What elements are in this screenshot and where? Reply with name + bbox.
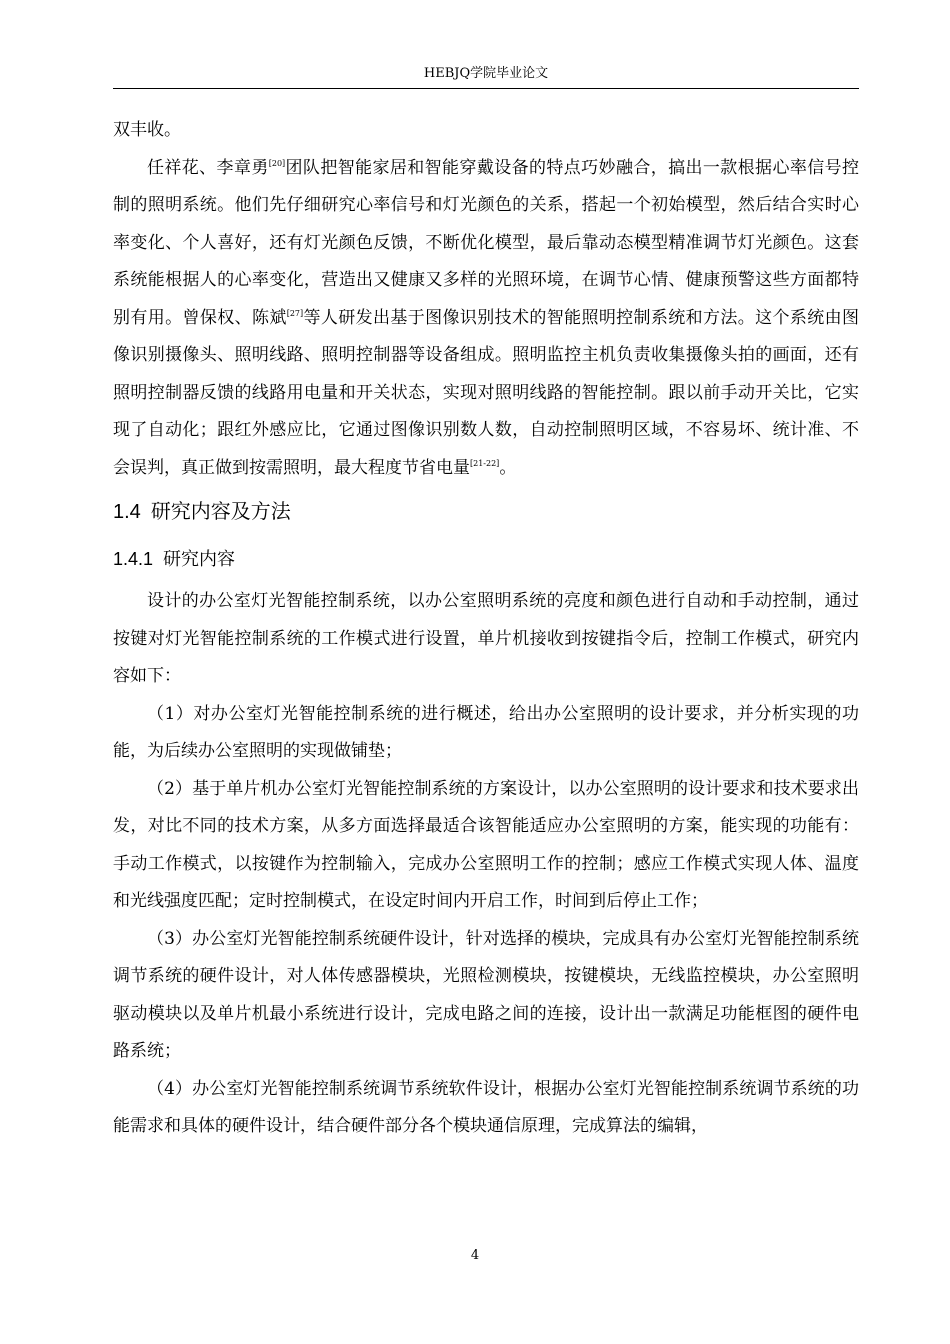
- list-item-3: （3）办公室灯光智能控制系统硬件设计，针对选择的模块，完成具有办公室灯光智能控制系统调节系统的硬件设计，对人体传感器模块，光照检测模块，按键模块，无线监控模块，办公室照明驱动模块以及单片机最小系统进行设计，完成电路之间的连接，设计出一款满足功能框图的硬件电路系统；: [113, 928, 859, 1061]
- section-title: 研究内容及方法: [150, 499, 291, 523]
- page-footer: [0, 1246, 950, 1266]
- subsection-title: 研究内容: [163, 549, 236, 570]
- section-number: 1.4: [113, 501, 141, 523]
- paragraph-text: 团队把智能家居和智能穿戴设备的特点巧妙融合，搞出一款根据心率信号控制的照明系统。他们先仔细研究心率信号和灯光颜色的关系，搭起一个初始模型，然后结合实时心率变化、个人喜好，还有灯光颜色反馈，不断优化模型，最后靠动态模型精准调节灯光颜色。这套系统能根据人的心率变化，营造出又健康又多样的光照环境，在调节心情、健康预警这些方面都特别有用。曾保权、陈斌: [113, 157, 860, 328]
- section-heading: [113, 491, 859, 532]
- paragraph-text: 任祥花、李章勇: [147, 157, 269, 178]
- paragraph-related-work: [113, 150, 859, 488]
- paragraph-text: 等人研发出基于图像识别技术的智能照明控制系统和方法。这个系统由图像识别摄像头、照明线路、照明控制器等设备组成。照明监控主机负责收集摄像头拍的画面，还有照明控制器反馈的线路用电量和开关状态，实现对照明线路的智能控制。跟以前手动开关比，它实现了自动化；跟红外感应比，它通过图像识别数人数，自动控制照明区域，不容易坏、统计准、不会误判，真正做到按需照明，最大程度节省电量: [113, 307, 860, 478]
- subsection-number: 1.4.1: [113, 549, 154, 569]
- page-number: 4: [470, 1248, 480, 1263]
- list-item-4: （4）办公室灯光智能控制系统调节系统软件设计，根据办公室灯光智能控制系统调节系统的功能需求和具体的硬件设计，结合硬件部分各个模块通信原理，完成算法的编辑，: [113, 1078, 859, 1136]
- paragraph-intro: 设计的办公室灯光智能控制系统，以办公室照明系统的亮度和颜色进行自动和手动控制，通过按键对灯光智能控制系统的工作模式进行设置，单片机接收到按键指令后，控制工作模式，研究内容如下：: [113, 591, 859, 686]
- header-title: HEBJQ学院毕业论文: [423, 66, 549, 81]
- page-content: [113, 112, 859, 1146]
- list-item-2: （2）基于单片机办公室灯光智能控制系统的方案设计，以办公室照明的设计要求和技术要求出发，对比不同的技术方案，从多方面选择最适合该智能适应办公室照明的方案，能实现的功能有：手动工作模式，以按键作为控制输入，完成办公室照明工作的控制；感应工作模式实现人体、温度和光线强度匹配；定时控制模式，在设定时间内开启工作，时间到后停止工作；: [113, 778, 859, 911]
- citation: [20]: [268, 158, 286, 168]
- subsection-heading: [113, 540, 859, 579]
- page-header: [113, 60, 859, 89]
- citation: [27]: [286, 308, 304, 318]
- citation: [21-22]: [470, 458, 500, 468]
- paragraph-continuation: 双丰收。: [113, 120, 181, 140]
- paragraph-text: 。: [499, 457, 517, 478]
- list-item-1: （1）对办公室灯光智能控制系统的进行概述，给出办公室照明的设计要求，并分析实现的功能，为后续办公室照明的实现做铺垫；: [113, 703, 859, 761]
